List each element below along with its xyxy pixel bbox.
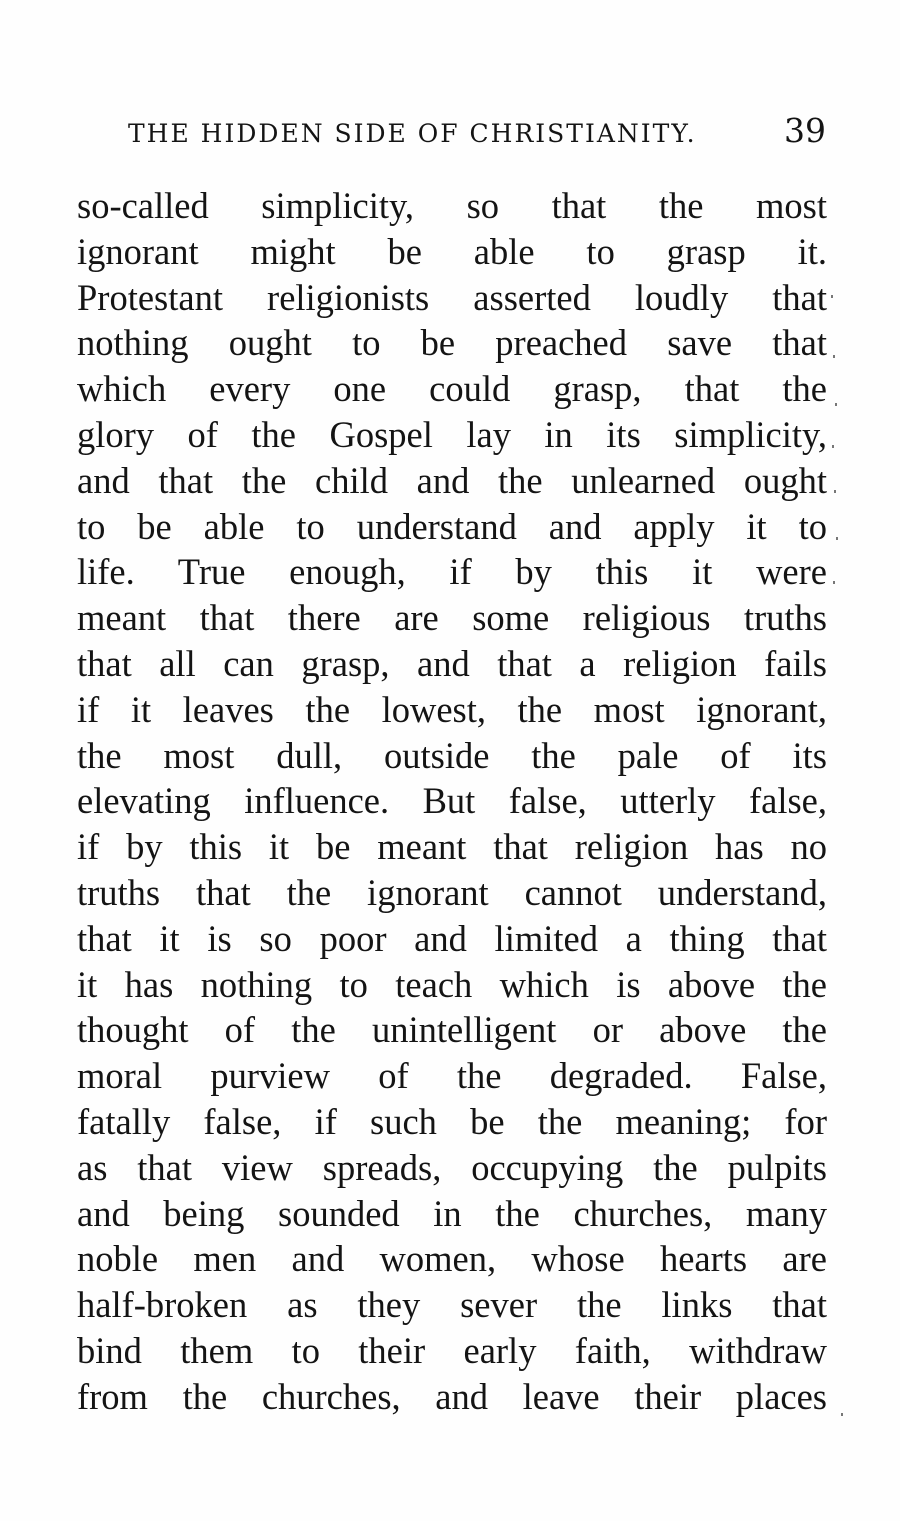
text-line: that it is so poor and limited a thing that [77, 917, 827, 959]
text-line: ignorant might be able to grasp it. [77, 230, 827, 272]
text-line: nothing ought to be preached save that [77, 322, 827, 364]
running-head-title: THE HIDDEN SIDE OF CHRISTIANITY. [128, 119, 697, 148]
text-line: and that the child and the unlearned ought [77, 459, 827, 501]
text-line: so-called simplicity, so that the most [77, 185, 827, 226]
text-line: bind them to their early faith, withdraw [77, 1329, 827, 1371]
text-line: noble men and women, whose hearts are [77, 1238, 827, 1280]
margin-specks [829, 285, 849, 1435]
text-line: and being sounded in the churches, many [77, 1192, 827, 1234]
text-line: moral purview of the degraded. False, [77, 1055, 827, 1097]
text-line: Protestant religionists asserted loudly that [77, 276, 827, 318]
text-line: that all can grasp, and that a religion fails [77, 642, 827, 684]
text-line: glory of the Gospel lay in its simplicity, [77, 413, 827, 455]
text-line: to be able to understand and apply it to [77, 505, 827, 547]
text-line: life. True enough, if by this it were [77, 551, 827, 593]
text-line: thought of the unintelligent or above the [77, 1009, 827, 1051]
body-text [77, 183, 827, 1420]
text-line: which every one could grasp, that the [77, 368, 827, 410]
text-line: as that view spreads, occupying the pulpits [77, 1146, 827, 1188]
text-line: half-broken as they sever the links that [77, 1284, 827, 1326]
text-line: elevating influence. But false, utterly false, [77, 780, 827, 822]
text-line: meant that there are some religious truths [77, 597, 827, 639]
text-line: if it leaves the lowest, the most ignorant, [77, 688, 827, 730]
text-line: fatally false, if such be the meaning; for [77, 1100, 827, 1142]
text-line: the most dull, outside the pale of its [77, 734, 827, 776]
text-line: if by this it be meant that religion has no [77, 826, 827, 868]
running-head [128, 111, 828, 159]
text-line: truths that the ignorant cannot understand, [77, 871, 827, 913]
page-number: 39 [784, 111, 826, 150]
text-line: it has nothing to teach which is above the [77, 963, 827, 1005]
text-line: from the churches, and leave their places [77, 1375, 827, 1417]
